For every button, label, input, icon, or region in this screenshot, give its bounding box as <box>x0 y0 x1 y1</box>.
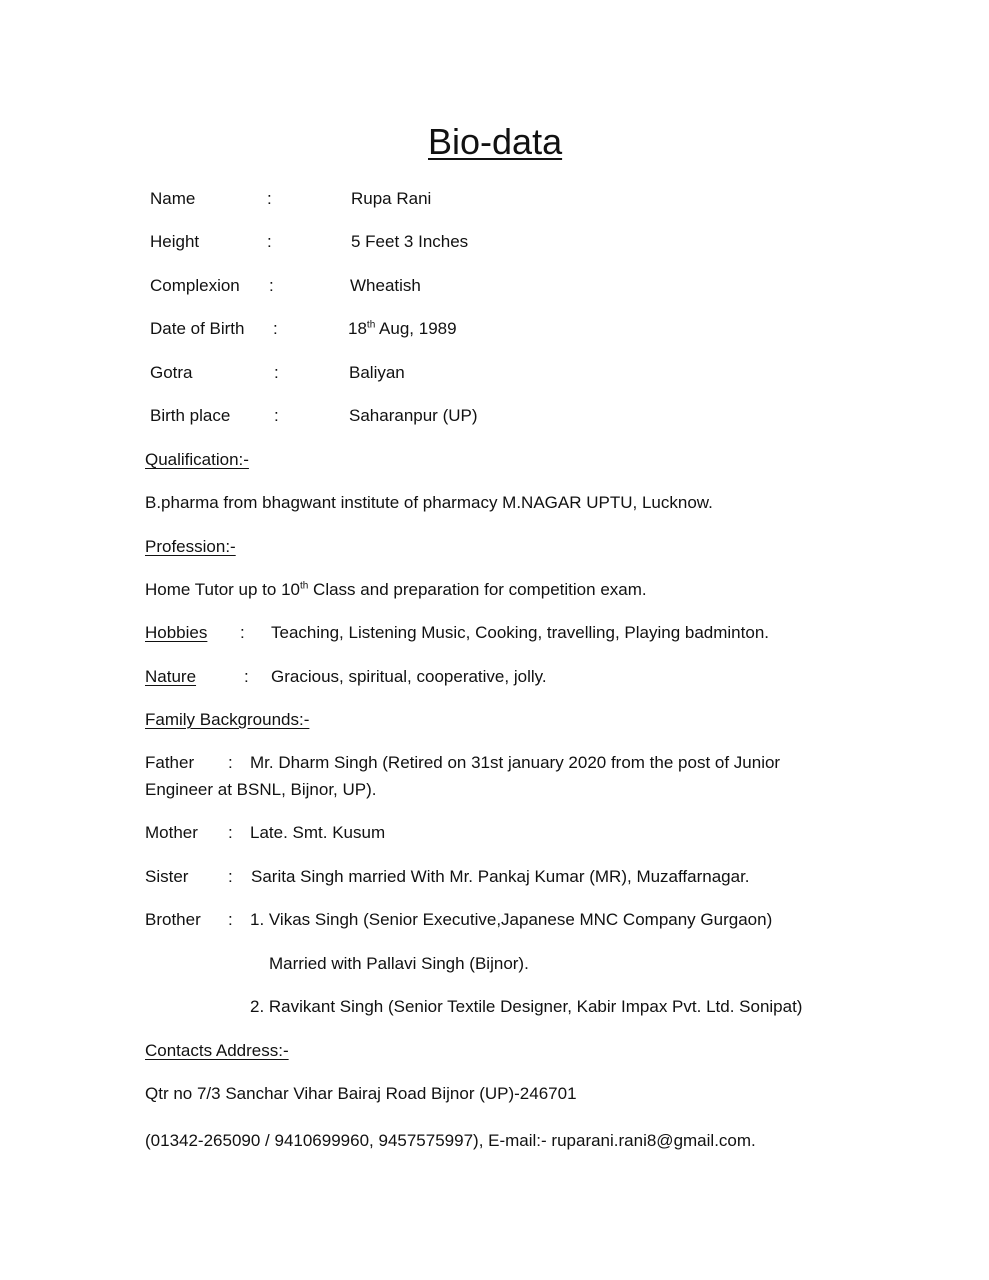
family-heading: Family Backgrounds:- <box>145 710 310 729</box>
profession-text-before: Home Tutor up to 10 <box>145 580 300 599</box>
page-title: Bio-data <box>428 121 563 162</box>
name-label: Name <box>150 189 196 208</box>
brother-1-married: Married with Pallavi Singh (Bijnor). <box>269 954 529 973</box>
qualification-text: B.pharma from bhagwant institute of pharmacy M.NAGAR UPTU, Lucknow. <box>145 493 713 512</box>
height-label: Height <box>150 232 200 251</box>
nature-value: Gracious, spiritual, cooperative, jolly. <box>271 667 547 686</box>
complexion-value: Wheatish <box>350 276 421 295</box>
mother-colon: : <box>228 823 233 842</box>
brother-colon: : <box>228 910 233 929</box>
mother-label: Mother <box>145 823 198 842</box>
mother-value: Late. Smt. Kusum <box>250 823 386 842</box>
height-value: 5 Feet 3 Inches <box>351 232 469 251</box>
complexion-colon: : <box>269 276 274 295</box>
dob-value <box>348 319 457 339</box>
name-value: Rupa Rani <box>351 189 432 208</box>
gotra-label: Gotra <box>150 363 193 382</box>
complexion-label: Complexion <box>150 276 240 295</box>
profession-text-sup: th <box>299 580 309 592</box>
brother-1: 1. Vikas Singh (Senior Executive,Japanese MNC Company Gurgaon) <box>250 910 773 929</box>
contact-phones-email: (01342-265090 / 9410699960, 9457575997), E-mail:- ruparani.rani8@gmail.com. <box>145 1131 756 1150</box>
dob-day: 18 <box>348 319 367 338</box>
sister-value: Sarita Singh married With Mr. Pankaj Kumar (MR), Muzaffarnagar. <box>251 867 750 886</box>
dob-rest: Aug, 1989 <box>375 319 457 338</box>
contact-address: Qtr no 7/3 Sanchar Vihar Bairaj Road Bijnor (UP)-246701 <box>145 1084 577 1103</box>
profession-heading: Profession:- <box>145 537 236 556</box>
father-label: Father <box>145 753 195 772</box>
nature-label: Nature <box>145 667 197 686</box>
hobbies-colon: : <box>240 623 245 642</box>
height-colon: : <box>267 232 272 251</box>
contact-heading: Contacts Address:- <box>145 1041 289 1060</box>
father-line1: Mr. Dharm Singh (Retired on 31st january 2020 from the post of Junior <box>250 753 781 772</box>
birthplace-value: Saharanpur (UP) <box>349 406 478 425</box>
hobbies-label: Hobbies <box>145 623 208 642</box>
name-colon: : <box>267 189 272 208</box>
birthplace-label: Birth place <box>150 406 231 425</box>
hobbies-value: Teaching, Listening Music, Cooking, travelling, Playing badminton. <box>271 623 769 642</box>
profession-text-after: Class and preparation for competition exam. <box>308 580 647 599</box>
sister-label: Sister <box>145 867 189 886</box>
father-colon: : <box>228 753 233 772</box>
brother-label: Brother <box>145 910 201 929</box>
gotra-value: Baliyan <box>349 363 405 382</box>
qualification-heading: Qualification:- <box>145 450 249 469</box>
brother-2: 2. Ravikant Singh (Senior Textile Designer, Kabir Impax Pvt. Ltd. Sonipat) <box>250 997 803 1016</box>
dob-label: Date of Birth <box>150 319 245 338</box>
nature-colon: : <box>244 667 249 686</box>
father-line2: Engineer at BSNL, Bijnor, UP). <box>145 780 377 799</box>
sister-colon: : <box>228 867 233 886</box>
birthplace-colon: : <box>274 406 279 425</box>
profession-text <box>145 580 647 600</box>
dob-suffix: th <box>366 319 376 331</box>
dob-colon: : <box>273 319 278 338</box>
gotra-colon: : <box>274 363 279 382</box>
